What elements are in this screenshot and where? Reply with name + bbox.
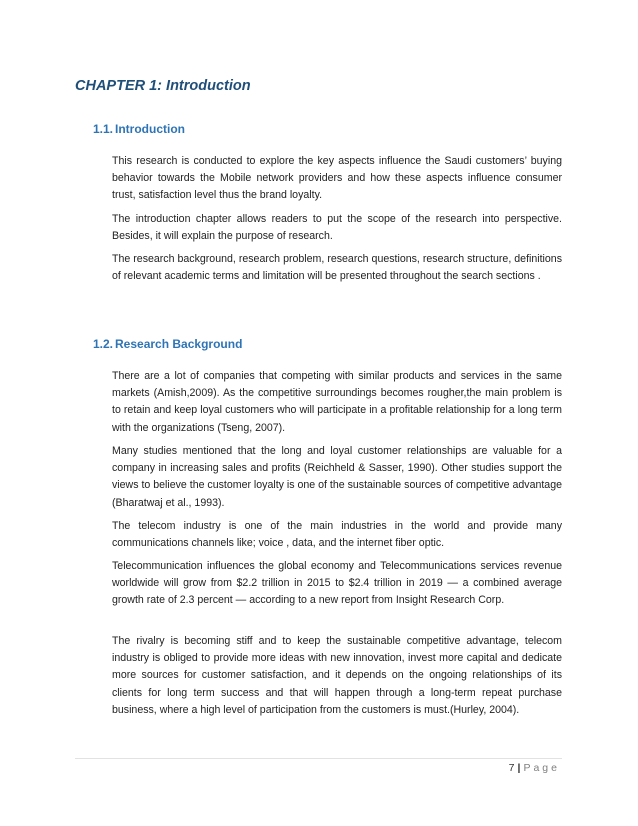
page-footer [509,762,560,774]
section-number: 1.2. [93,337,114,351]
paragraph: The research background, research problem, research questions, research structure, definitions of relevant academic terms and limitation will be presented throughout the search sections . [112,253,562,283]
page-label: Page [523,762,560,774]
section-heading-research-background [93,337,242,351]
paragraph: The telecom industry is one of the main industries in the world and provide many communications channels like; voice , data, and the internet fiber optic. [112,520,562,550]
section-number: 1.1. [93,122,114,136]
footer-divider [75,758,562,759]
paragraph: This research is conducted to explore the key aspects influence the Saudi customers’ buying behavior towards the Mobile network providers and how these aspects influence consumer trust, satisfaction level thus the brand loyalty. [112,155,562,202]
paragraph: Telecommunication influences the global economy and Telecommunications services revenue worldwide will grow from $2.2 trillion in 2015 to $2.4 trillion in 2019 — a combined average growth rate of 2.3 percent — according to a new report from Insight Research Corp. [112,560,562,607]
paragraph: The introduction chapter allows readers to put the scope of the research into perspective. Besides, it will explain the purpose of research. [112,213,562,243]
paragraph: The rivalry is becoming stiff and to keep the sustainable competitive advantage, telecom industry is obliged to provide more ideas with new innovation, invest more capital and dedicate more sources for customer satisfaction, and it depends on the ongoing relationships of its clients for long term success and that will happen through a long-term repeat purchase business, where a high level of participation from the customers is must.(Hurley, 2004). [112,635,562,716]
section-title: Introduction [115,122,185,136]
section-title: Research Background [115,337,243,351]
chapter-title: CHAPTER 1: Introduction [75,78,251,94]
paragraph: There are a lot of companies that competing with similar products and services in the same markets (Amish,2009). As the competitive surroundings becomes rougher,the main problem is to retain and keep loyal customers who will participate in a profitable relationship for a long term with the organizations (Tseng, 2007). [112,370,562,434]
section-heading-introduction [93,122,185,136]
paragraph: Many studies mentioned that the long and loyal customer relationships are valuable for a company in increasing sales and profits (Reichheld & Sasser, 1990). Other studies support the views to believe the customer loyalty is one of the sustainable sources of competitive advantage (Bharatwaj et al., 1993). [112,445,562,509]
page-number: 7 [508,762,515,774]
footer-separator: | [517,762,521,774]
